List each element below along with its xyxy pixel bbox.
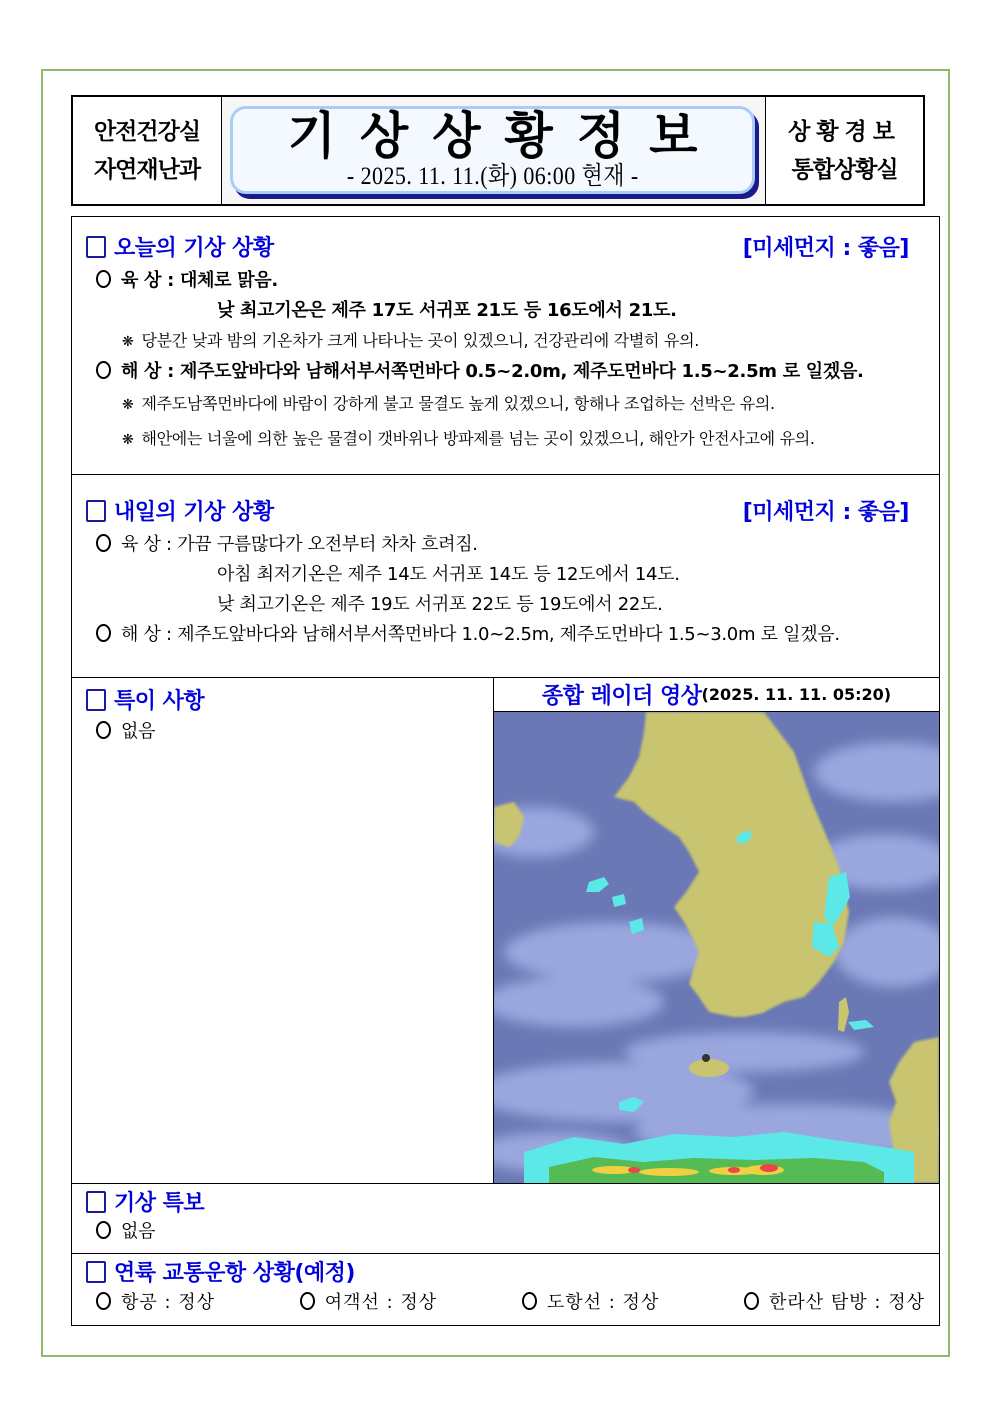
land-min-temperature-row: 아침 최저기온은 제주 14도 서귀포 14도 등 12도에서 14도.: [217, 564, 680, 585]
radar-satellite-image: [494, 712, 939, 1183]
circle-bullet-icon: [96, 361, 111, 379]
traffic-item-label: 도항선 : 정상: [546, 1292, 660, 1313]
fine-dust-status: [미세먼지 : 좋음]: [742, 500, 909, 525]
land-forecast-row: [86, 266, 925, 296]
weather-warning-row: [86, 1217, 925, 1247]
section-weather-warnings: [72, 1184, 939, 1254]
circle-bullet-icon: [96, 721, 111, 739]
page-subtitle-date: - 2025. 11. 11.(화) 06:00 현재 -: [346, 163, 639, 190]
special-notes-row: [86, 717, 479, 747]
section-title: 기상 특보: [114, 1191, 205, 1216]
circle-bullet-icon: [96, 624, 111, 642]
section-header: [86, 495, 925, 526]
land-forecast-text: 대체로 맑음.: [179, 270, 278, 291]
checkbox-square-icon: [86, 689, 106, 711]
traffic-item-island-ferry: [522, 1287, 659, 1319]
radar-caption-time: (2025. 11. 11. 05:20): [701, 685, 892, 704]
section-header: [86, 231, 925, 262]
land-label: 육 상 :: [121, 270, 175, 291]
section-radar-image: [494, 678, 939, 1184]
section-title: 오늘의 기상 상황: [114, 236, 274, 261]
circle-bullet-icon: [300, 1292, 315, 1310]
traffic-item-air: [86, 1287, 215, 1319]
checkbox-square-icon: [86, 1191, 106, 1213]
office-line1: 상황경보: [788, 118, 901, 145]
radar-caption-title: 종합 레이더 영상: [541, 684, 702, 709]
sea-forecast-text: 제주도앞바다와 남해서부서쪽먼바다 1.0~2.5m, 제주도먼바다 1.5~3.0m 로 일겠음.: [177, 624, 840, 645]
circle-bullet-icon: [96, 270, 111, 288]
location-marker-icon: [702, 1054, 710, 1062]
asterisk-note-icon: ❋: [122, 397, 134, 413]
sea-label: 해 상 :: [121, 361, 175, 382]
asterisk-note-icon: ❋: [122, 432, 134, 448]
sea-note-text-1: 제주도남쪽먼바다에 바람이 강하게 불고 물결도 높게 있겠으니, 항해나 조업하는 선박은 유의.: [141, 394, 775, 413]
sea-forecast-row: [86, 620, 925, 650]
traffic-item-hallasan-trail: [744, 1287, 925, 1319]
section-title: 특이 사항: [114, 689, 205, 714]
sea-forecast-text: 제주도앞바다와 남해서부서쪽먼바다 0.5~2.0m, 제주도먼바다 1.5~2.5m 로 일겠음.: [179, 361, 864, 382]
section-header: [86, 684, 479, 715]
sea-label: 해 상 :: [121, 624, 172, 645]
circle-bullet-icon: [96, 1292, 111, 1310]
checkbox-square-icon: [86, 1261, 106, 1283]
section-title: 내일의 기상 상황: [114, 500, 274, 525]
office-line2: 통합상황실: [791, 156, 898, 183]
section-traffic-status: [72, 1254, 939, 1326]
circle-bullet-icon: [96, 534, 111, 552]
traffic-status-list: [86, 1287, 925, 1319]
special-notes-value: 없음: [121, 721, 156, 742]
department-line1: 안전건강실: [93, 118, 201, 145]
department-line2: 자연재난과: [93, 156, 201, 183]
land-label: 육 상 :: [121, 534, 172, 555]
weather-warning-value: 없음: [121, 1221, 156, 1242]
header-title-area: [222, 97, 765, 204]
land-note-text: 당분간 낮과 밤의 기온차가 크게 나타나는 곳이 있겠으니, 건강관리에 각별히 유의.: [141, 331, 700, 350]
checkbox-square-icon: [86, 236, 106, 258]
title-box: [230, 106, 755, 194]
page-title: 기상상황정보: [287, 107, 722, 165]
traffic-item-label: 항공 : 정상: [121, 1292, 216, 1313]
radar-map-graphic: [494, 712, 939, 1183]
main-content: [71, 216, 940, 1326]
sea-note-row: [86, 387, 925, 422]
circle-bullet-icon: [744, 1292, 759, 1310]
section-today-weather: [72, 217, 939, 475]
section-tomorrow-weather: [72, 475, 939, 678]
traffic-item-label: 한라산 탐방 : 정상: [769, 1292, 925, 1313]
circle-bullet-icon: [96, 1221, 111, 1239]
asterisk-note-icon: ❋: [122, 334, 134, 350]
radar-caption: [494, 678, 939, 712]
section-special-notes: [72, 678, 494, 1184]
document-header: [71, 95, 925, 206]
fine-dust-status: [미세먼지 : 좋음]: [742, 236, 909, 261]
circle-bullet-icon: [522, 1292, 537, 1310]
land-forecast-text: 가끔 구름많다가 오전부터 차차 흐려짐.: [177, 534, 478, 555]
land-max-temperature-row: 낮 최고기온은 제주 19도 서귀포 22도 등 19도에서 22도.: [217, 594, 663, 615]
land-note-row: [86, 326, 925, 357]
section-header: [86, 1186, 925, 1217]
section-header: [86, 1256, 925, 1287]
section-title: 연륙 교통운항 상황(예정): [114, 1261, 355, 1286]
header-office: [765, 97, 923, 204]
sea-note-row: [86, 422, 925, 457]
land-temperature-row: 낮 최고기온은 제주 17도 서귀포 21도 등 16도에서 21도.: [217, 300, 677, 321]
checkbox-square-icon: [86, 500, 106, 522]
sea-note-text-2: 해안에는 너울에 의한 높은 물결이 갯바위나 방파제를 넘는 곳이 있겠으니, 해안가 안전사고에 유의.: [141, 429, 815, 448]
header-department: [73, 97, 222, 204]
land-forecast-row: [86, 530, 925, 560]
sea-forecast-row: [86, 357, 925, 387]
traffic-item-label: 여객선 : 정상: [324, 1292, 438, 1313]
traffic-item-ferry: [300, 1287, 437, 1319]
